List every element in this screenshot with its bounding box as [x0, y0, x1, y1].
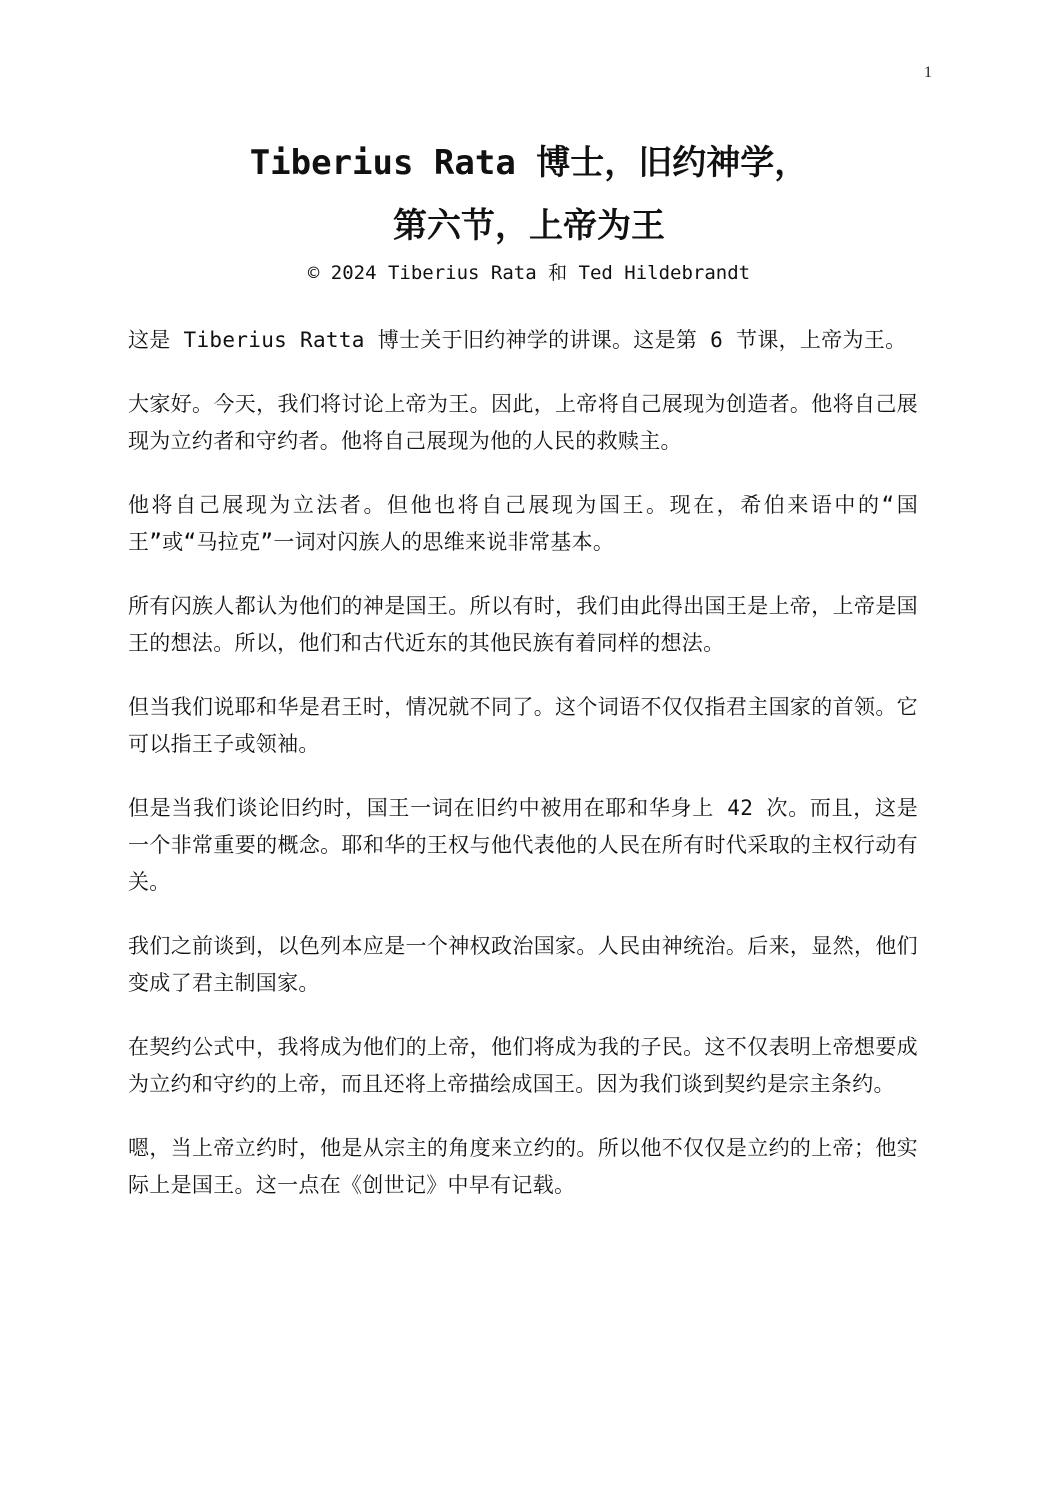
paragraph-6: 但是当我们谈论旧约时，国王一词在旧约中被用在耶和华身上 42 次。而且，这是一个非常重要的概念。耶和华的王权与他代表他的人民在所有时代采取的主权行动有关。 — [128, 796, 918, 894]
paragraph-3: 他将自己展现为立法者。但他也将自己展现为国王。现在，希伯来语中的“国王”或“马拉克”一词对闪族人的思维来说非常基本。 — [128, 493, 918, 554]
paragraph-1: 这是 Tiberius Ratta 博士关于旧约神学的讲课。这是第 6 节课，上帝为王。 — [128, 328, 907, 352]
page-number: 1 — [924, 64, 932, 81]
paragraph-2: 大家好。今天，我们将讨论上帝为王。因此，上帝将自己展现为创造者。他将自己展现为立约者和守约者。他将自己展现为他的人民的救赎主。 — [128, 392, 918, 453]
paragraph-4: 所有闪族人都认为他们的神是国王。所以有时，我们由此得出国王是上帝，上帝是国王的想法。所以，他们和古代近东的其他民族有着同样的想法。 — [128, 594, 918, 655]
paragraph-7: 我们之前谈到，以色列本应是一个神权政治国家。人民由神统治。后来，显然，他们变成了君主制国家。 — [128, 934, 918, 995]
paragraph-8: 在契约公式中，我将成为他们的上帝，他们将成为我的子民。这不仅表明上帝想要成为立约和守约的上帝，而且还将上帝描绘成国王。因为我们谈到契约是宗主条约。 — [128, 1035, 918, 1096]
document-body — [128, 322, 918, 1231]
paragraph-5: 但当我们说耶和华是君王时，情况就不同了。这个词语不仅仅指君主国家的首领。它可以指王子或领袖。 — [128, 695, 918, 756]
title-line-1: Tiberius Rata 博士，旧约神学， — [249, 143, 809, 183]
title-line-2: 第六节，上帝为王 — [393, 206, 665, 246]
copyright-line: © 2024 Tiberius Rata 和 Ted Hildebrandt — [307, 262, 751, 284]
paragraph-9: 嗯，当上帝立约时，他是从宗主的角度来立约的。所以他不仅仅是立约的上帝；他实际上是国王。这一点在《创世记》中早有记载。 — [128, 1136, 918, 1197]
